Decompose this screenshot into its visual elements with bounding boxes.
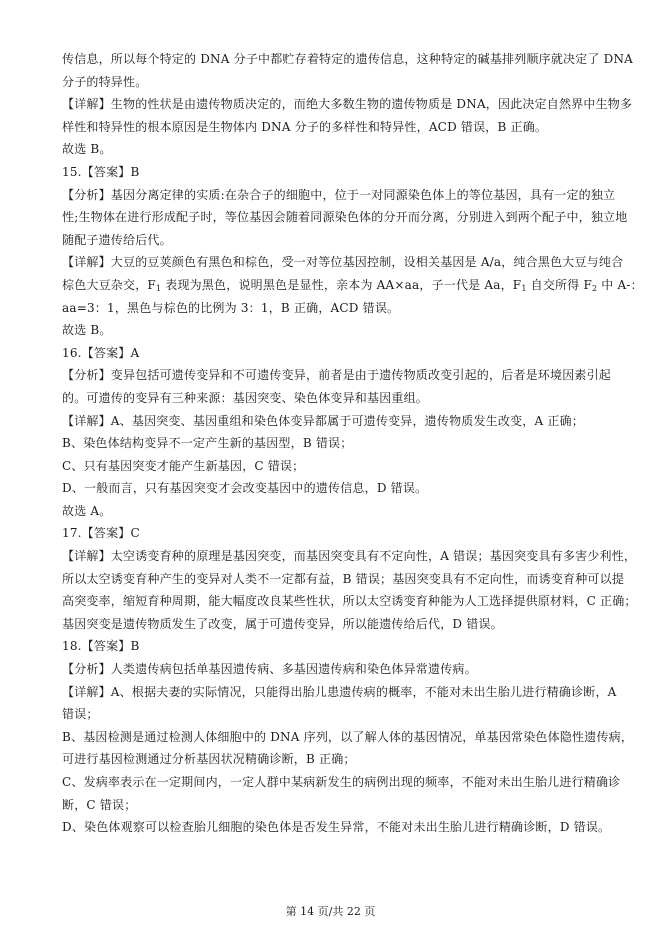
text-line: 【分析】变异包括可遗传变异和不可遗传变异，前者是由于遗传物质改变引起的，后者是环境因素引起 [62,368,612,383]
text-line: 分子的特异性。 [62,74,148,89]
text-line: 【详解】生物的性状是由遗传物质决定的，而绝大多数生物的遗传物质是 DNA，因此决定自然界中生物多 [62,97,633,112]
document-body [62,48,643,839]
text-line: 断，C 错误； [62,797,137,812]
text-line: 随配子遗传给后代。 [62,232,172,247]
text-line: 棕色大豆杂交，$F_1$ 表现为黑色，说明黑色是显性，亲本为 AA×aa，子一代是 Aa，$F_1$ 自交所得 $F_2$ 中 A-： [62,277,643,293]
text-line: 【详解】A、根据夫妻的实际情况，只能得出胎儿患遗传病的概率，不能对未出生胎儿进行精确诊断，A [62,684,617,699]
text-line: 故选 B。 [62,142,112,157]
text-line: 所以太空诱变育种产生的变异对人类不一定都有益，B 错误；基因突变具有不定向性，而诱变育种可以提 [62,571,625,586]
text-line: 故选 A。 [62,503,112,518]
text-line: aa=3：1，黑色与棕色的比例为 3：1，B 正确，ACD 错误。 [62,300,400,315]
text-line: 18.【答案】B [62,639,140,654]
text-line: 16.【答案】A [62,345,140,360]
text-line: 【详解】A、基因突变、基因重组和染色体变异都属于可遗传变异，遗传物质发生改变，A 正确； [62,413,584,428]
text-line: 传信息，所以每个特定的 DNA 分子中都贮存着特定的遗传信息，这种特定的碱基排列顺序就决定了 DNA [62,52,634,66]
text-line: 17.【答案】C [62,526,140,541]
text-line: 的。可遗传的变异有三种来源：基因突变、染色体变异和基因重组。 [62,390,429,405]
text-line: C、发病率表示在一定期间内，一定人群中某病新发生的病例出现的频率，不能对未出生胎儿进行精确诊 [62,775,621,789]
text-line: 【详解】太空诱变育种的原理是基因突变，而基因突变具有不定向性，A 错误；基因突变具有多害少利性， [62,549,637,564]
text-line: 可进行基因检测通过分析基因状况精确诊断，B 正确； [62,752,356,767]
text-line: 【分析】基因分离定律的实质:在杂合子的细胞中，位于一对同源染色体上的等位基因，具有一定的独立 [62,187,616,202]
text-line: 样性和特异性的根本原因是生物体内 DNA 分子的多样性和特异性，ACD 错误，B 正确。 [62,119,548,134]
text-line: D、一般而言，只有基因突变才会改变基因中的遗传信息，D 错误。 [62,481,428,496]
text-line: C、只有基因突变才能产生新基因，C 错误； [62,458,305,473]
text-line: B、染色体结构变异不一定产生新的基因型，B 错误； [62,436,353,451]
text-line: 15.【答案】B [62,164,140,179]
text-line: B、基因检测是通过检测人体细胞中的 DNA 序列，以了解人体的基因情况，单基因常染色体隐性遗传病， [62,729,634,744]
text-line: 错误； [62,707,99,722]
text-line: 【详解】大豆的豆荚颜色有黑色和棕色，受一对等位基因控制，设相关基因是 A/a，纯合黑色大豆与纯合 [62,255,624,270]
text-line: 故选 B。 [62,323,112,338]
page-footer: 第 14 页/共 22 页 [285,905,376,918]
text-line: D、染色体观察可以检查胎儿细胞的染色体是否发生异常，不能对未出生胎儿进行精确诊断，D 错误。 [62,820,611,835]
text-line: 基因突变是遗传物质发生了改变，属于可遗传变异，所以能遗传给后代，D 错误。 [62,616,503,631]
text-line: 高突变率，缩短育种周期，能大幅度改良某些性状，所以太空诱变育种能为人工选择提供原材料，C 正确； [62,594,637,609]
text-line: 性;生物体在进行形成配子时，等位基因会随着同源染色体的分开而分离，分别进入到两个配子中，独立地 [62,210,628,225]
text-line: 【分析】人类遗传病包括单基因遗传病、多基因遗传病和染色体异常遗传病。 [62,662,477,677]
